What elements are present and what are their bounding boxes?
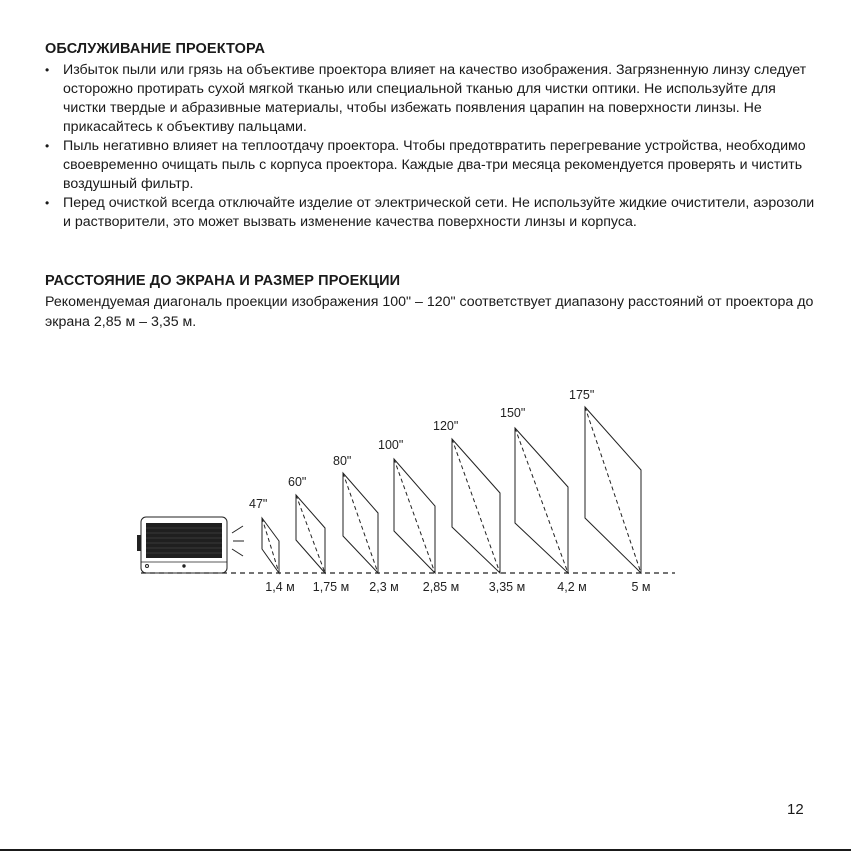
maintenance-bullet-3: • Перед очисткой всегда отключайте изделие от электрической сети. Не используйте жидкие очистители, аэрозоли и растворители, это может вызвать изменение качества поверхности линзы и корпуса. — [45, 194, 815, 232]
screen-size-label: 60" — [288, 475, 307, 489]
screen-size-label: 120" — [433, 419, 459, 433]
distance-label: 2,3 м — [369, 580, 399, 594]
screen-size-label: 47" — [249, 497, 268, 511]
maintenance-title: ОБСЛУЖИВАНИЕ ПРОЕКТОРА — [45, 41, 266, 57]
page-number: 12 — [787, 801, 804, 818]
projection-screen-4 — [394, 459, 435, 573]
screen-size-label: 100" — [378, 438, 404, 452]
distance-label: 1,4 м — [265, 580, 295, 594]
distance-label: 1,75 м — [312, 580, 350, 594]
maintenance-bullet-1: • Избыток пыли или грязь на объективе проектора влияет на качество изображения. Загрязненную линзу следует осторожно протирать сухой мягкой тканью или специальной тканью для чистки оптики. Не используйте для чистки твердые и абразивные материалы, чтобы избежать появления царапин на поверхности линзы. Не прикасайтесь к объективу пальцами. — [45, 61, 815, 137]
distance-label: 5 м — [631, 580, 651, 594]
maintenance-bullet-2: • Пыль негативно влияет на теплоотдачу проектора. Чтобы предотвратить перегревание устройства, необходимо своевременно очищать пыль с корпуса проектора. Каждые два-три месяца рекомендуется проверять и чистить воздушный фильтр. — [45, 137, 815, 194]
screens-group — [249, 388, 651, 594]
screen-size-label: 80" — [333, 454, 352, 468]
distance-label: 2,85 м — [422, 580, 460, 594]
screen-size-label: 150" — [500, 406, 526, 420]
distance-label: 4,2 м — [557, 580, 587, 594]
distance-paragraph: Рекомендуемая диагональ проекции изображения 100" – 120" соответствует диапазону расстояний от проектора до экрана 2,85 м – 3,35 м. — [45, 294, 814, 330]
screen-size-label: 175" — [569, 388, 595, 402]
distance-title: РАССТОЯНИЕ ДО ЭКРАНА И РАЗМЕР ПРОЕКЦИИ — [45, 273, 401, 289]
projector-icon — [137, 517, 244, 573]
distance-label: 3,35 м — [488, 580, 526, 594]
